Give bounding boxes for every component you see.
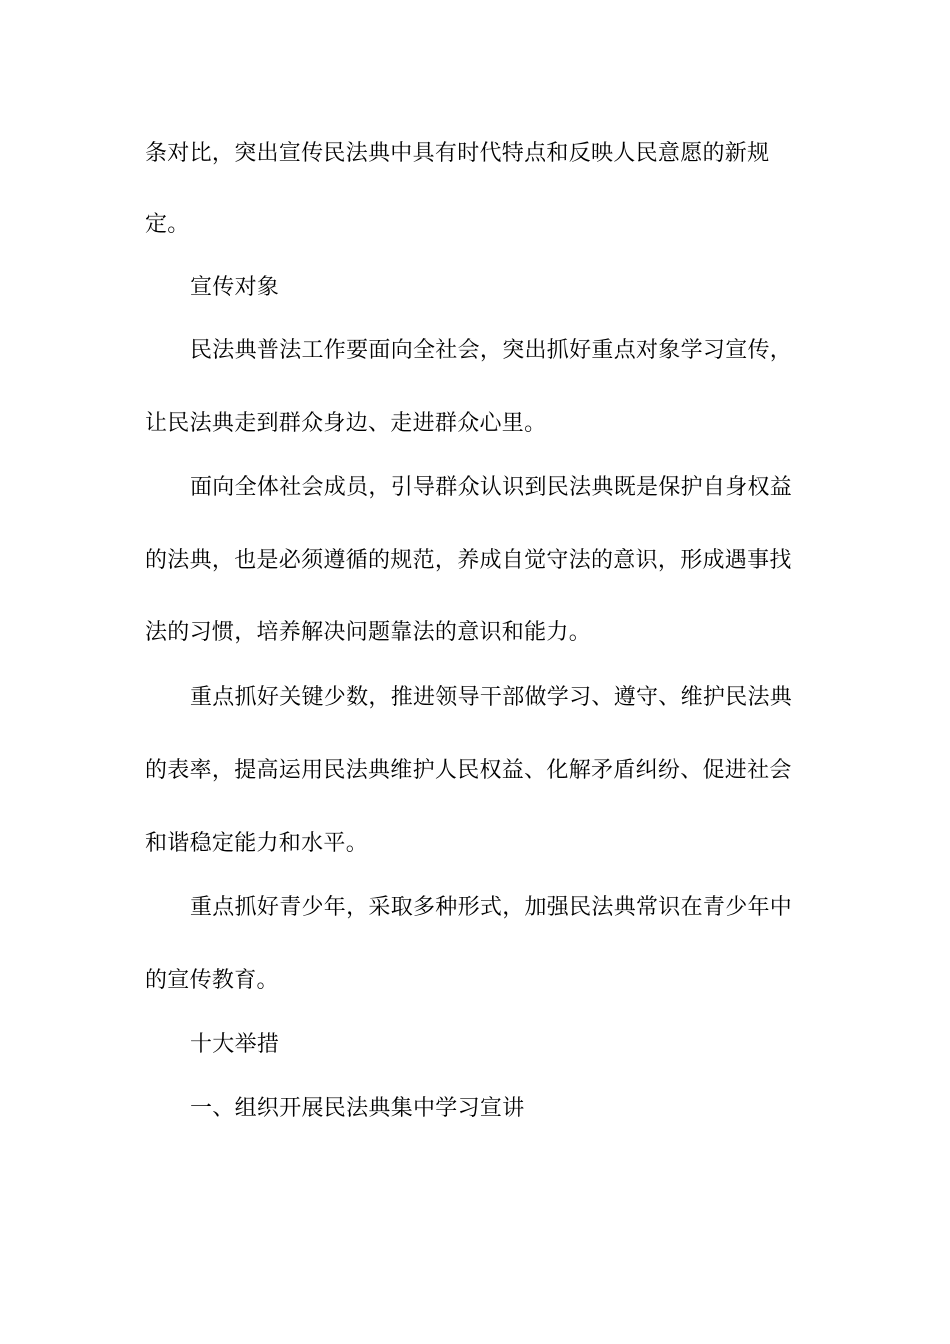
section-heading: 一、组织开展民法典集中学习宣讲 — [190, 1096, 525, 1121]
text-line: 条对比，突出宣传民法典中具有时代特点和反映人民意愿的新规 — [145, 141, 770, 166]
text-line: 重点抓好青少年，采取多种形式，加强民法典常识在青少年中 — [190, 895, 793, 920]
section-heading: 宣传对象 — [190, 275, 280, 300]
text-line: 的宣传教育。 — [145, 968, 279, 993]
text-line: 让民法典走到群众身边、走进群众心里。 — [145, 411, 547, 436]
text-line: 重点抓好关键少数，推进领导干部做学习、遵守、维护民法典 — [190, 685, 793, 710]
section-heading: 十大举措 — [190, 1032, 280, 1057]
text-line: 面向全体社会成员，引导群众认识到民法典既是保护自身权益 — [190, 475, 793, 500]
text-line: 定。 — [145, 212, 190, 237]
text-line: 的表率，提高运用民法典维护人民权益、化解矛盾纠纷、促进社会 — [145, 758, 792, 783]
text-line: 民法典普法工作要面向全社会，突出抓好重点对象学习宣传， — [190, 338, 793, 363]
text-line: 法的习惯，培养解决问题靠法的意识和能力。 — [145, 620, 592, 645]
text-line: 的法典，也是必须遵循的规范，养成自觉守法的意识，形成遇事找 — [145, 548, 792, 573]
text-line: 和谐稳定能力和水平。 — [145, 831, 369, 856]
